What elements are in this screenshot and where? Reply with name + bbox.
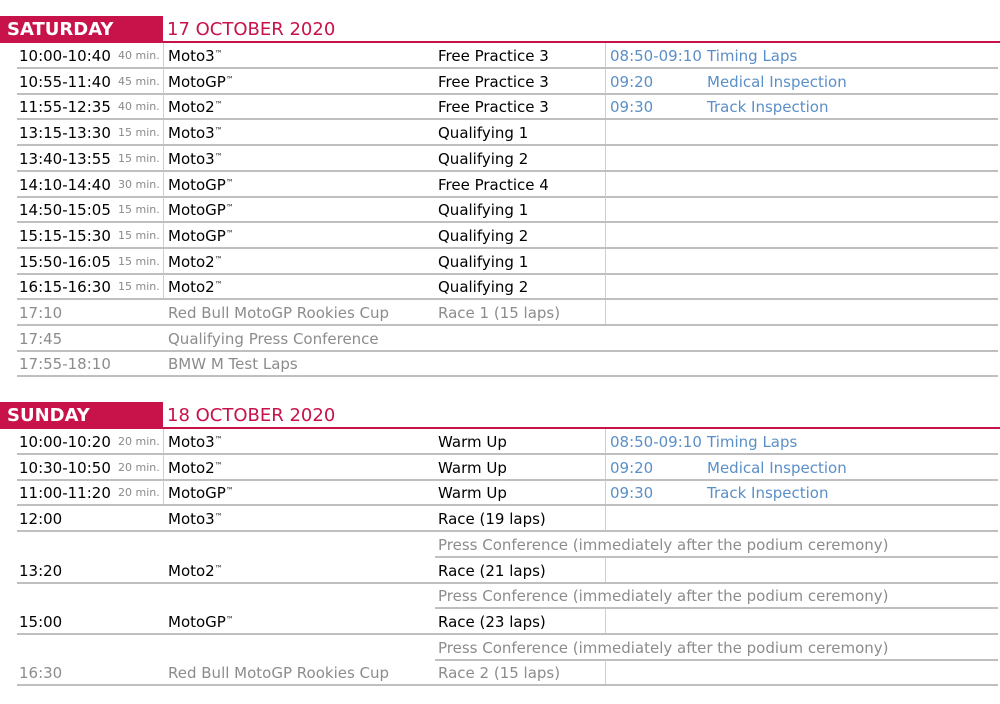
session-duration: 20 min. — [112, 429, 164, 453]
extra-activity: Medical Inspection — [707, 72, 847, 91]
session-time: 11:55-12:35 — [19, 98, 111, 117]
session-duration: 15 min. — [112, 249, 164, 273]
session-name: Warm Up — [438, 458, 507, 477]
schedule-row — [17, 197, 998, 223]
schedule-row — [17, 326, 998, 352]
session-duration: 15 min. — [112, 274, 164, 298]
extra-activity: Medical Inspection — [707, 458, 847, 477]
column-divider — [605, 197, 606, 221]
session-duration: 30 min. — [112, 172, 164, 196]
session-name: Race (19 laps) — [438, 510, 546, 529]
extra-time: 09:30 — [610, 98, 654, 117]
session-name: Race (21 laps) — [438, 561, 546, 580]
schedule-row — [17, 274, 998, 300]
schedule-row — [17, 351, 998, 377]
trademark-mark: ™ — [225, 486, 234, 496]
schedule-row — [17, 429, 998, 455]
column-divider — [605, 43, 606, 67]
session-name: Warm Up — [438, 433, 507, 451]
session-name: Free Practice 4 — [438, 175, 549, 194]
column-divider — [605, 480, 606, 504]
session-name: Free Practice 3 — [438, 47, 549, 65]
class-name: Red Bull MotoGP Rookies Cup — [168, 304, 390, 322]
session-name: Press Conference (immediately after the podium ceremony) — [438, 535, 889, 554]
extra-time: 09:20 — [610, 72, 654, 91]
day-header — [0, 402, 1000, 429]
session-time: 17:10 — [19, 304, 63, 322]
column-divider — [605, 300, 606, 324]
session-name: Free Practice 3 — [438, 72, 549, 91]
schedule-row — [17, 94, 998, 120]
trademark-mark: ™ — [214, 435, 223, 444]
session-duration: 45 min. — [112, 69, 164, 93]
session-duration: 20 min. — [112, 480, 164, 504]
session-name: Qualifying 1 — [438, 252, 529, 271]
column-divider — [605, 455, 606, 479]
trademark-mark: ™ — [214, 460, 223, 470]
session-name: Press Conference (immediately after the podium ceremony) — [438, 587, 889, 606]
class-name: Moto2™ — [168, 561, 223, 580]
column-divider — [605, 274, 606, 298]
schedule-row — [17, 249, 998, 275]
extra-activity: Track Inspection — [707, 484, 829, 503]
class-name: Qualifying Press Conference — [168, 329, 379, 348]
class-name: Moto2™ — [168, 252, 223, 271]
session-time: 10:00-10:40 — [19, 47, 111, 65]
extra-activity: Track Inspection — [707, 98, 829, 117]
schedule-row — [17, 455, 998, 481]
class-name: Red Bull MotoGP Rookies Cup — [168, 664, 390, 683]
class-name: Moto3™ — [168, 47, 223, 65]
session-time: 13:20 — [19, 561, 63, 580]
column-divider — [605, 660, 606, 684]
session-time: 11:00-11:20 — [19, 484, 111, 503]
column-divider — [605, 146, 606, 170]
session-name: Qualifying 2 — [438, 149, 529, 168]
schedule-row — [17, 558, 998, 584]
trademark-mark: ™ — [214, 151, 223, 161]
session-time: 16:30 — [19, 664, 63, 683]
column-divider — [605, 69, 606, 93]
session-time: 10:30-10:50 — [19, 458, 111, 477]
press-conference-row — [435, 532, 998, 558]
class-name: Moto2™ — [168, 278, 223, 297]
session-time: 17:55-18:10 — [19, 355, 111, 374]
class-name: Moto3™ — [168, 149, 223, 168]
trademark-mark: ™ — [225, 614, 234, 624]
trademark-mark: ™ — [214, 254, 223, 264]
trademark-mark: ™ — [214, 100, 223, 110]
extra-time: 09:30 — [610, 484, 654, 503]
class-name: Moto2™ — [168, 98, 223, 117]
session-time: 13:15-13:30 — [19, 124, 111, 143]
trademark-mark: ™ — [225, 228, 234, 238]
session-time: 12:00 — [19, 510, 63, 529]
press-conference-row — [435, 583, 998, 609]
day-name: SATURDAY — [0, 16, 163, 43]
column-divider — [605, 223, 606, 247]
session-name: Qualifying 1 — [438, 201, 529, 220]
schedule-row — [17, 506, 998, 532]
session-time: 16:15-16:30 — [19, 278, 111, 297]
session-name: Free Practice 3 — [438, 98, 549, 117]
schedule-row — [17, 172, 998, 198]
extra-time: 08:50-09:10 — [610, 47, 702, 65]
session-time: 13:40-13:55 — [19, 149, 111, 168]
session-name: Qualifying 1 — [438, 124, 529, 143]
day-date: 17 OCTOBER 2020 — [167, 19, 336, 40]
schedule-row — [17, 120, 998, 146]
session-name: Qualifying 2 — [438, 278, 529, 297]
schedule-row — [17, 43, 998, 69]
day-date: 18 OCTOBER 2020 — [167, 405, 336, 426]
column-divider — [605, 506, 606, 530]
session-duration: 15 min. — [112, 120, 164, 144]
trademark-mark: ™ — [214, 126, 223, 136]
class-name: MotoGP™ — [168, 226, 234, 245]
extra-time: 09:20 — [610, 458, 654, 477]
schedule-row — [17, 223, 998, 249]
column-divider — [605, 249, 606, 273]
session-duration: 20 min. — [112, 455, 164, 479]
session-name: Race 1 (15 laps) — [438, 304, 561, 322]
day-header — [0, 16, 1000, 43]
day-name: SUNDAY — [0, 402, 163, 429]
schedule-row — [17, 146, 998, 172]
extra-time: 08:50-09:10 — [610, 433, 702, 451]
session-name: Race 2 (15 laps) — [438, 664, 561, 683]
column-divider — [605, 120, 606, 144]
session-duration: 40 min. — [112, 43, 164, 67]
trademark-mark: ™ — [225, 177, 234, 187]
trademark-mark: ™ — [214, 49, 223, 58]
session-name: Race (23 laps) — [438, 612, 546, 631]
column-divider — [605, 94, 606, 118]
session-duration: 40 min. — [112, 94, 164, 118]
column-divider — [605, 558, 606, 582]
trademark-mark: ™ — [214, 563, 223, 573]
trademark-mark: ™ — [214, 512, 223, 522]
session-duration: 15 min. — [112, 146, 164, 170]
session-time: 15:15-15:30 — [19, 226, 111, 245]
session-time: 15:00 — [19, 612, 63, 631]
session-time: 14:10-14:40 — [19, 175, 111, 194]
class-name: MotoGP™ — [168, 484, 234, 503]
schedule-row — [17, 480, 998, 506]
trademark-mark: ™ — [214, 280, 223, 290]
session-name: Warm Up — [438, 484, 507, 503]
class-name: MotoGP™ — [168, 175, 234, 194]
session-name: Press Conference (immediately after the podium ceremony) — [438, 638, 889, 657]
column-divider — [605, 429, 606, 453]
session-time: 14:50-15:05 — [19, 201, 111, 220]
session-time: 17:45 — [19, 329, 63, 348]
class-name: Moto3™ — [168, 433, 223, 451]
schedule-row — [17, 660, 998, 686]
press-conference-row — [435, 635, 998, 661]
extra-activity: Timing Laps — [707, 433, 798, 451]
class-name: Moto2™ — [168, 458, 223, 477]
column-divider — [605, 609, 606, 633]
schedule-row — [17, 300, 998, 326]
schedule-row — [17, 69, 998, 95]
session-duration: 15 min. — [112, 223, 164, 247]
class-name: MotoGP™ — [168, 72, 234, 91]
extra-activity: Timing Laps — [707, 47, 798, 65]
session-time: 10:00-10:20 — [19, 433, 111, 451]
session-duration: 15 min. — [112, 197, 164, 221]
class-name: MotoGP™ — [168, 201, 234, 220]
session-time: 10:55-11:40 — [19, 72, 111, 91]
column-divider — [605, 172, 606, 196]
class-name: MotoGP™ — [168, 612, 234, 631]
trademark-mark: ™ — [225, 203, 234, 213]
session-name: Qualifying 2 — [438, 226, 529, 245]
class-name: Moto3™ — [168, 124, 223, 143]
class-name: BMW M Test Laps — [168, 355, 298, 374]
class-name: Moto3™ — [168, 510, 223, 529]
session-time: 15:50-16:05 — [19, 252, 111, 271]
trademark-mark: ™ — [225, 74, 234, 84]
schedule-row — [17, 609, 998, 635]
